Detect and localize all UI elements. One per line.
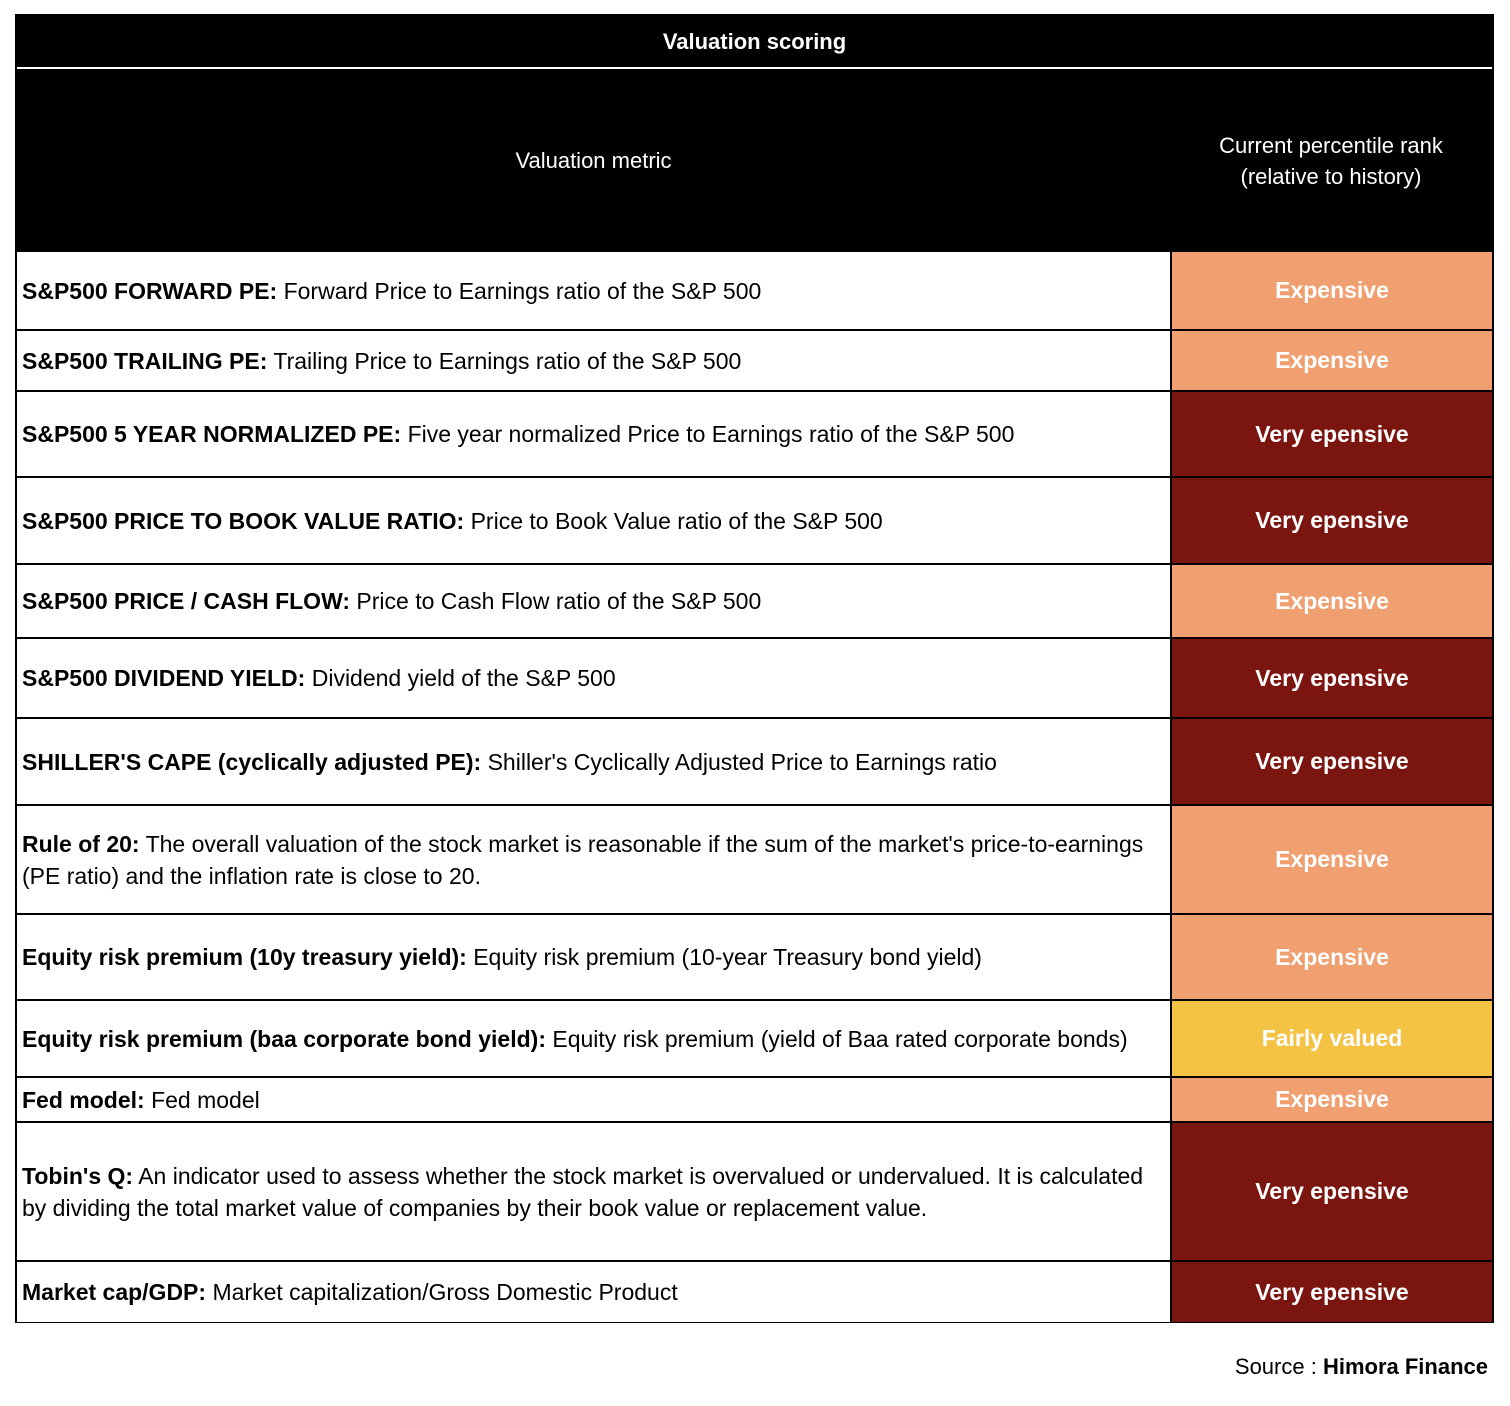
rating-label: Expensive — [1275, 1086, 1389, 1112]
rating-cell — [1170, 719, 1492, 804]
metric-description: The overall valuation of the stock market is reasonable if the sum of the market's price-to-earnings (PE ratio) and the inflation rate is close to 20. — [22, 830, 1144, 889]
metric-description: Equity risk premium (10-year Treasury bond yield) — [473, 944, 982, 970]
rating-cell — [1170, 478, 1492, 563]
header-metric: Valuation metric — [515, 147, 672, 173]
table-row — [17, 717, 1492, 804]
header-rank-line1: Current percentile rank — [1219, 132, 1443, 158]
metric-name: Equity risk premium (baa corporate bond yield): — [22, 1025, 546, 1052]
table-row — [17, 913, 1492, 999]
source-label: Source : — [1234, 1354, 1317, 1379]
rating-cell — [1170, 1123, 1492, 1260]
metric-cell — [17, 719, 1170, 804]
metric-description: Price to Cash Flow ratio of the S&P 500 — [356, 588, 762, 614]
metric-cell — [17, 915, 1170, 999]
rating-label: Very epensive — [1255, 1278, 1409, 1305]
metric-cell — [17, 806, 1170, 913]
metric-cell — [17, 1123, 1170, 1260]
metric-text — [22, 585, 761, 617]
table-row — [17, 804, 1492, 913]
metric-text — [22, 275, 761, 307]
valuation-table — [15, 14, 1494, 1323]
metric-description: Fed model — [151, 1086, 260, 1113]
metric-description: Trailing Price to Earnings ratio of the S&P 500 — [273, 347, 742, 374]
metric-description: Dividend yield of the S&P 500 — [311, 665, 616, 691]
metric-text — [22, 345, 741, 377]
metric-name: S&P500 PRICE TO BOOK VALUE RATIO: — [22, 507, 465, 534]
metric-text — [22, 1084, 260, 1116]
metric-name: S&P500 TRAILING PE: — [22, 347, 268, 374]
rating-cell — [1170, 392, 1492, 476]
metric-name: S&P500 5 YEAR NORMALIZED PE: — [22, 421, 402, 447]
metric-name: S&P500 PRICE / CASH FLOW: — [22, 588, 351, 614]
metric-description: Forward Price to Earnings ratio of the S&P 500 — [283, 277, 762, 304]
metric-description: Market capitalization/Gross Domestic Product — [212, 1279, 678, 1305]
source-name: Himora Finance — [1322, 1354, 1488, 1379]
metric-name: Fed model: — [22, 1086, 145, 1113]
metric-cell — [17, 1078, 1170, 1121]
metric-name: SHILLER'S CAPE (cyclically adjusted PE): — [22, 748, 482, 775]
table-row — [17, 999, 1492, 1076]
rating-label: Expensive — [1275, 846, 1389, 872]
rating-cell — [1170, 1001, 1492, 1076]
metric-text — [22, 662, 616, 694]
table-row — [17, 1121, 1492, 1260]
rating-cell — [1170, 1078, 1492, 1121]
rating-label: Very epensive — [1255, 420, 1409, 447]
metric-cell — [17, 565, 1170, 637]
metric-text — [22, 1160, 1166, 1224]
rating-label: Expensive — [1275, 277, 1389, 303]
metric-description: An indicator used to assess whether the stock market is overvalued or undervalued. It is calculated by dividing the total market value of companies by their book value or replacement value. — [22, 1162, 1144, 1221]
rating-cell — [1170, 252, 1492, 329]
metric-name: Rule of 20: — [22, 830, 140, 857]
rating-cell — [1170, 639, 1492, 717]
table-row — [17, 390, 1492, 476]
header-rank-line2: (relative to history) — [1240, 163, 1422, 189]
metric-name: S&P500 FORWARD PE: — [22, 277, 278, 304]
source-credit — [1235, 1354, 1488, 1380]
rating-cell — [1170, 915, 1492, 999]
metric-text — [22, 1276, 678, 1308]
table-row — [17, 563, 1492, 637]
table-row — [17, 476, 1492, 563]
metric-cell — [17, 252, 1170, 329]
metric-text — [22, 941, 982, 973]
metric-cell — [17, 1001, 1170, 1076]
metric-cell — [17, 1262, 1170, 1322]
table-row — [17, 1260, 1492, 1322]
rating-label: Fairly valued — [1261, 1025, 1403, 1051]
rating-cell — [1170, 331, 1492, 390]
metric-text — [22, 828, 1166, 892]
metric-name: S&P500 DIVIDEND YIELD: — [22, 665, 306, 691]
table-row — [17, 329, 1492, 390]
rating-label: Expensive — [1275, 587, 1389, 614]
table-body — [17, 252, 1492, 1322]
table-row — [17, 252, 1492, 329]
metric-text — [22, 418, 1014, 450]
metric-name: Market cap/GDP: — [22, 1279, 207, 1305]
metric-text — [22, 1023, 1128, 1055]
table-row — [17, 637, 1492, 717]
rating-label: Very epensive — [1255, 664, 1409, 691]
rating-label: Very epensive — [1255, 748, 1409, 774]
rating-label: Expensive — [1275, 347, 1389, 373]
metric-description: Equity risk premium (yield of Baa rated corporate bonds) — [552, 1025, 1128, 1052]
metric-text — [22, 505, 883, 537]
table-row — [17, 1076, 1492, 1121]
metric-cell — [17, 639, 1170, 717]
metric-description: Price to Book Value ratio of the S&P 500 — [470, 507, 883, 534]
metric-description: Five year normalized Price to Earnings ratio of the S&P 500 — [407, 421, 1015, 447]
metric-cell — [17, 478, 1170, 563]
metric-name: Tobin's Q: — [22, 1162, 134, 1189]
rating-cell — [1170, 1262, 1492, 1322]
rating-label: Very epensive — [1255, 1178, 1409, 1204]
metric-cell — [17, 392, 1170, 476]
metric-text — [22, 746, 997, 778]
metric-name: Equity risk premium (10y treasury yield): — [22, 944, 467, 970]
rating-cell — [1170, 565, 1492, 637]
rating-label: Expensive — [1275, 943, 1389, 970]
metric-cell — [17, 331, 1170, 390]
header-row — [17, 69, 1492, 252]
table-title: Valuation scoring — [662, 29, 847, 54]
header-rank — [1170, 69, 1492, 252]
rating-label: Very epensive — [1255, 507, 1409, 533]
rating-cell — [1170, 806, 1492, 913]
metric-description: Shiller's Cyclically Adjusted Price to Earnings ratio — [487, 748, 997, 775]
